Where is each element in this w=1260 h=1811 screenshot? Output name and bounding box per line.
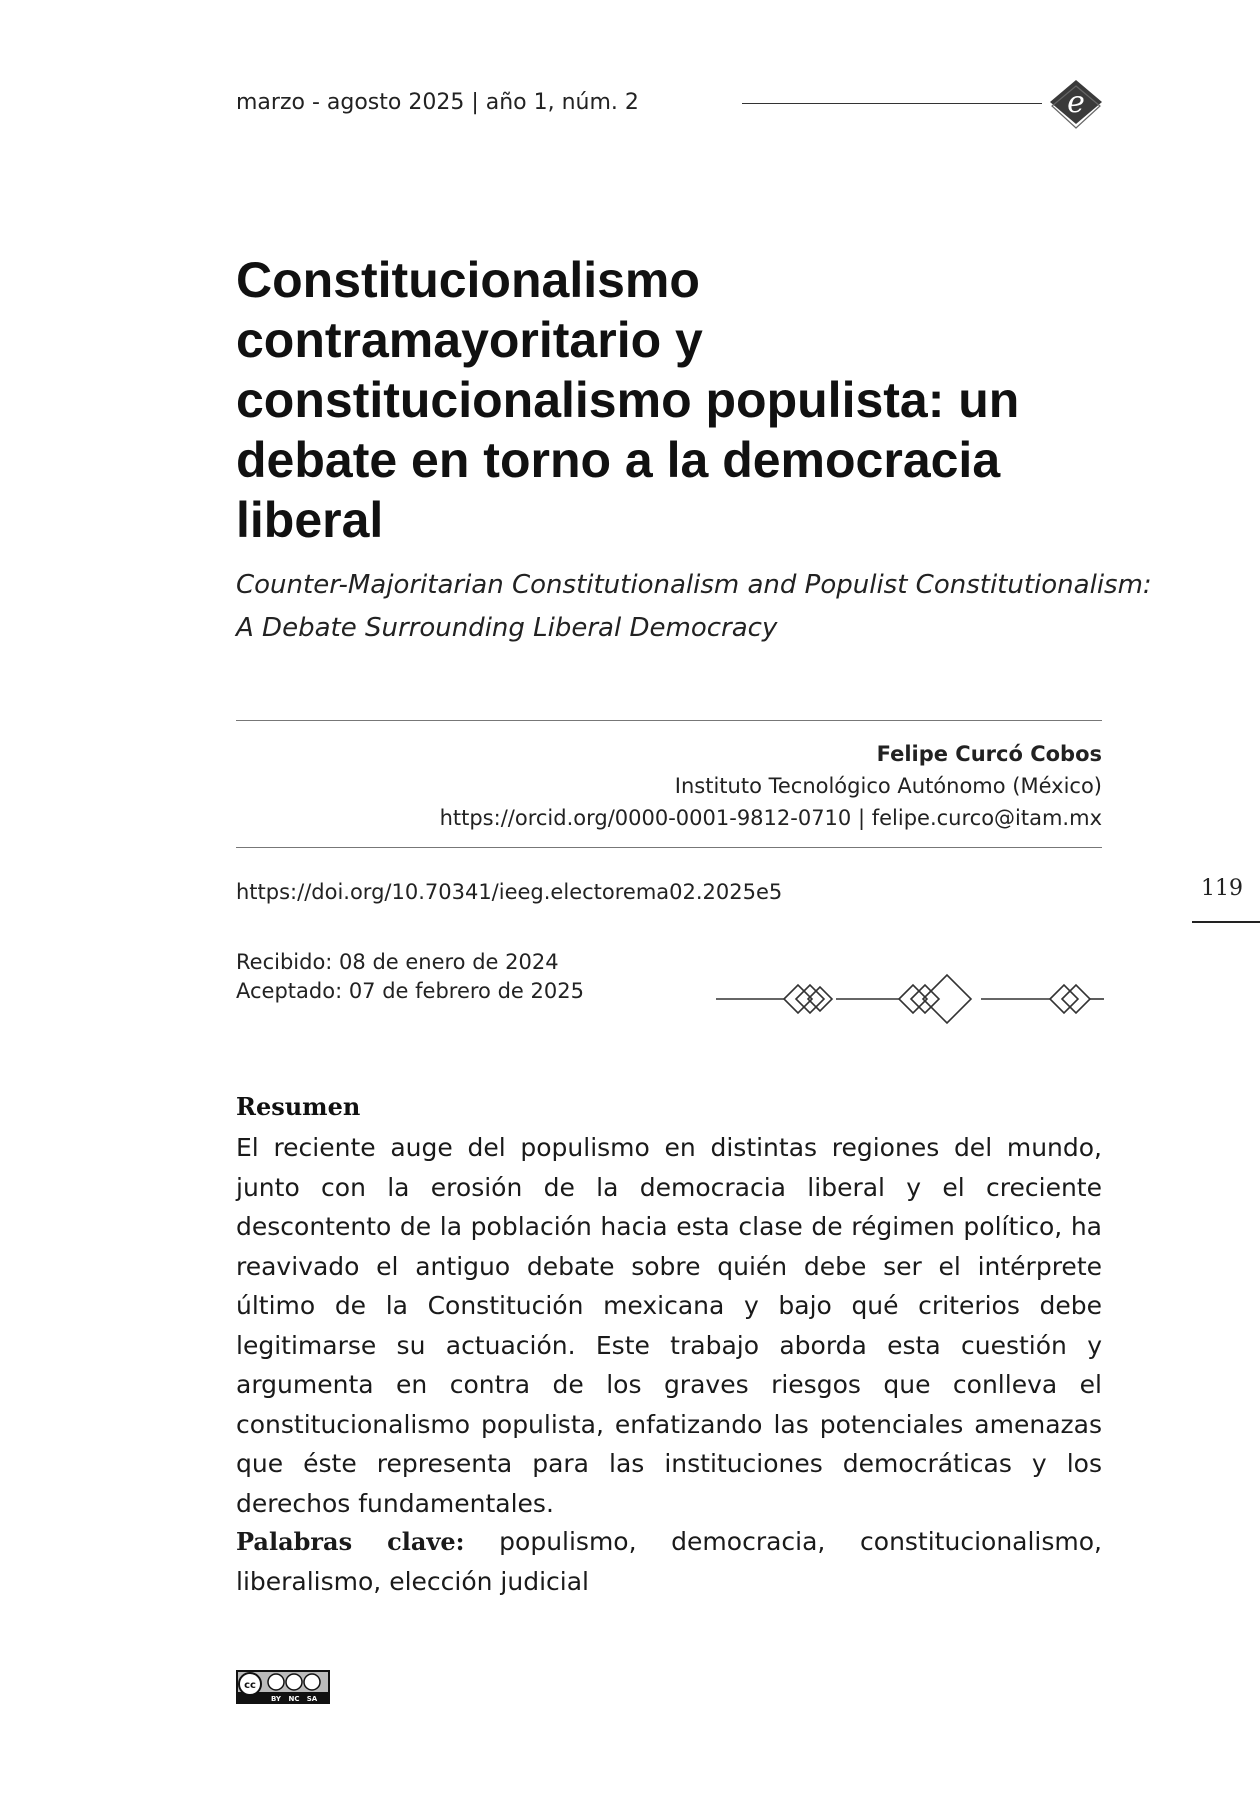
author-divider-bottom [236,847,1102,848]
license-term: BY [270,1695,282,1703]
keywords-label: Palabras clave: [236,1527,465,1556]
doi-link[interactable]: https://doi.org/10.70341/ieeg.electorema02.2025e5 [236,880,783,904]
abstract-heading: Resumen [236,1092,361,1121]
journal-issue: marzo - agosto 2025 | año 1, núm. 2 [236,90,639,115]
diamond-ornament [716,972,1104,1026]
sa-icon [304,1674,320,1690]
cc-logo-text: cc [244,1680,256,1691]
header-divider [742,103,1042,104]
article-subtitle: Counter-Majoritarian Constitutionalism and Populist Constitutionalism: A Debate Surrounding Liberal Democracy [236,570,1152,643]
author-divider-top [236,720,1102,721]
page-number: 119 [1201,876,1243,901]
cc-license-badge[interactable] [236,1670,330,1704]
received-date: Recibido: 08 de enero de 2024 [236,950,559,974]
by-icon [268,1674,284,1690]
page-number-rule [1192,921,1260,923]
author-block [236,738,1102,834]
license-term: SA [306,1695,318,1703]
nc-icon [286,1674,302,1690]
abstract-text: El reciente auge del populismo en distintas regiones del mundo, junto con la erosión de la democracia liberal y el creciente descontento de la población hacia esta clase de régimen político, ha reavivado el antiguo debate sobre quién debe ser el intérprete último de la Constitución mexicana y bajo qué criterios debe legitimarse su actuación. Este trabajo aborda esta cuestión y argumenta en contra de los graves riesgos que conlleva el constitucionalismo populista, enfatizando las potenciales amenazas que éste representa para las instituciones democráticas y los derechos fundamentales. [236,1133,1102,1518]
accepted-date: Aceptado: 07 de febrero de 2025 [236,979,584,1003]
author-contact[interactable]: https://orcid.org/0000-0001-9812-0710 | felipe.curco@itam.mx [439,806,1102,830]
keywords-list: populismo, democracia, constitucionalismo, liberalismo, elección judicial [236,1527,1102,1596]
author-institution: Instituto Tecnológico Autónomo (México) [674,774,1102,798]
dates-block [236,948,584,1006]
license-term: NC [288,1695,300,1703]
journal-logo [1046,76,1106,132]
keywords [236,1522,1102,1601]
article-title: Constitucionalismo contramayoritario y constitucionalismo populista: un debate en torno a la democracia liberal [236,252,1020,548]
author-name: Felipe Curcó Cobos [876,742,1102,766]
logo-letter: e [1067,85,1085,120]
